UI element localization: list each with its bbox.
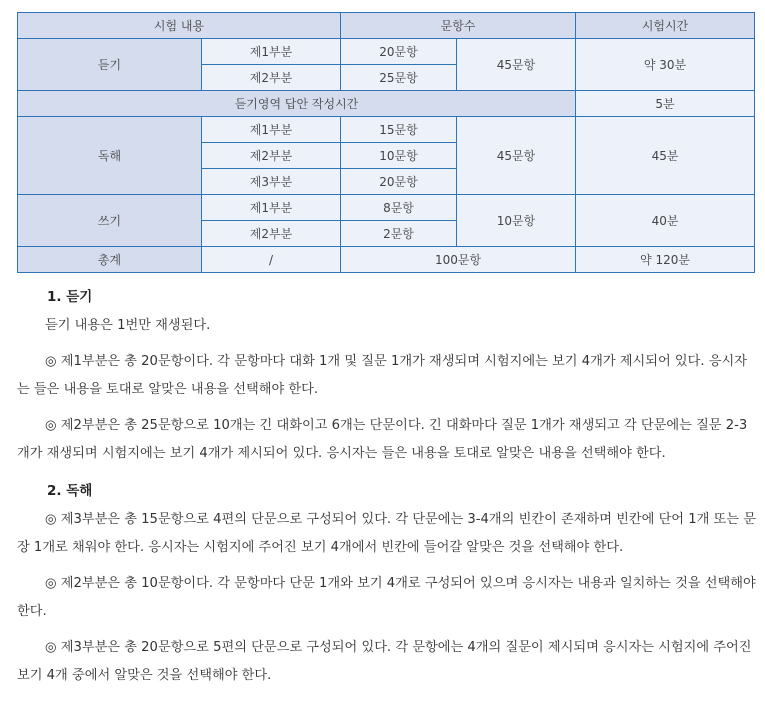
reading-total: 45문항 <box>457 117 576 195</box>
listening-label: 듣기 <box>18 39 202 91</box>
paragraph: ◎ 제2부분은 총 25문항으로 10개는 긴 대화이고 6개는 단문이다. 긴 대화마다 질문 1개가 재생되고 각 단문에는 질문 2-3개가 재생되며 시험지에는 보기 4개가 제시되어 있다. 응시자는 들은 내용을 토대로 알맞은 내용을 선택해야 한다. <box>17 418 748 461</box>
summary-time: 약 120분 <box>576 247 755 273</box>
part-count: 25문항 <box>341 65 457 91</box>
part-name: 제2부분 <box>202 143 341 169</box>
writing-label: 쓰기 <box>18 195 202 247</box>
part-name: 제2부분 <box>202 65 341 91</box>
part-name: 제1부분 <box>202 195 341 221</box>
part-count: 15문항 <box>341 117 457 143</box>
part-count: 2문항 <box>341 221 457 247</box>
header-content: 시험 내용 <box>18 13 341 39</box>
table-row <box>18 195 755 221</box>
section-heading: 1. 듣기 <box>47 289 93 305</box>
paragraph: ◎ 제3부분은 총 20문항으로 5편의 단문으로 구성되어 있다. 각 문항에는 4개의 질문이 제시되며 응시자는 시험지에 주어진 보기 4개 중에서 알맞은 것을 선택해야 한다. <box>17 640 752 683</box>
answer-sheet-label: 듣기영역 답안 작성시간 <box>18 91 576 117</box>
part-count: 8문항 <box>341 195 457 221</box>
listening-time: 약 30분 <box>576 39 755 91</box>
part-name: 제1부분 <box>202 117 341 143</box>
part-count: 20문항 <box>341 169 457 195</box>
writing-total: 10문항 <box>457 195 576 247</box>
header-count: 문항수 <box>341 13 576 39</box>
part-name: 제3부분 <box>202 169 341 195</box>
summary-total: 100문항 <box>341 247 576 273</box>
part-count: 10문항 <box>341 143 457 169</box>
paragraph: ◎ 제1부분은 총 20문항이다. 각 문항마다 대화 1개 및 질문 1개가 재생되며 시험지에는 보기 4개가 제시되어 있다. 응시자는 들은 내용을 토대로 알맞은 내용을 선택해야 한다. <box>17 354 748 397</box>
table-row <box>18 91 755 117</box>
reading-label: 독해 <box>18 117 202 195</box>
listening-total: 45문항 <box>457 39 576 91</box>
summary-slash: / <box>202 247 341 273</box>
part-count: 20문항 <box>341 39 457 65</box>
writing-time: 40분 <box>576 195 755 247</box>
exam-structure-table <box>17 12 755 273</box>
reading-time: 45분 <box>576 117 755 195</box>
answer-sheet-time: 5분 <box>576 91 755 117</box>
summary-label: 총계 <box>18 247 202 273</box>
table-row <box>18 39 755 65</box>
table-row <box>18 117 755 143</box>
paragraph: 듣기 내용은 1번만 재생된다. <box>45 318 211 333</box>
exam-description <box>17 282 757 690</box>
paragraph: ◎ 제3부분은 총 15문항으로 4편의 단문으로 구성되어 있다. 각 단문에는 3-4개의 빈칸이 존재하며 빈칸에 단어 1개 또는 문장 1개로 채워야 한다. 응시자는 시험지에 주어진 보기 4개에서 빈칸에 들어갈 알맞은 것을 선택해야 한다. <box>17 512 756 555</box>
header-time: 시험시간 <box>576 13 755 39</box>
part-name: 제2부분 <box>202 221 341 247</box>
table-header-row <box>18 13 755 39</box>
paragraph: ◎ 제2부분은 총 10문항이다. 각 문항마다 단문 1개와 보기 4개로 구성되어 있으며 응시자는 내용과 일치하는 것을 선택해야 한다. <box>17 576 756 619</box>
table-row <box>18 247 755 273</box>
section-heading: 2. 독해 <box>47 483 93 499</box>
part-name: 제1부분 <box>202 39 341 65</box>
